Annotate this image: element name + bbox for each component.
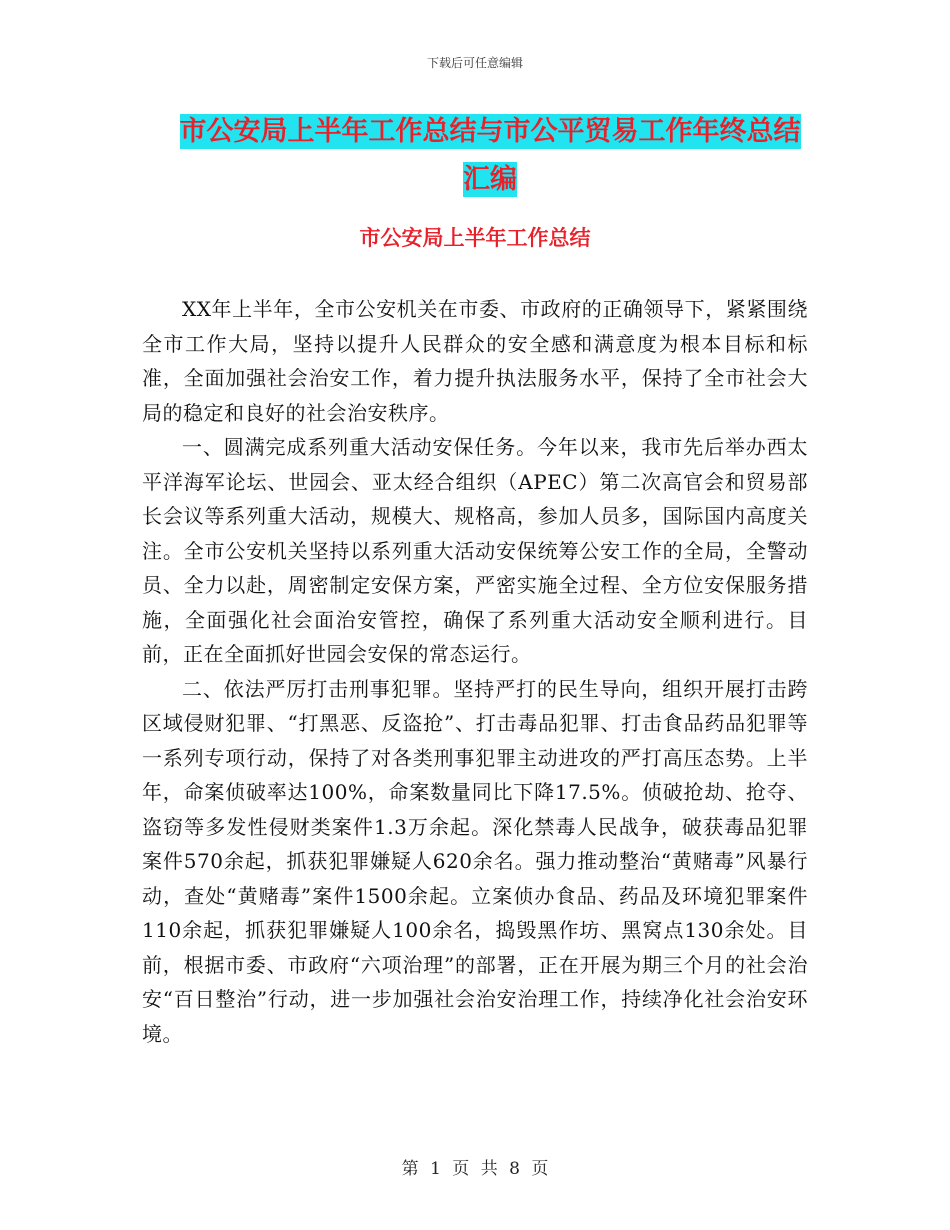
main-title-line-1: 市公安局上半年工作总结与市公平贸易工作年终总结 — [179, 116, 801, 147]
page-number-footer: 第 1 页 共 8 页 — [401, 1159, 549, 1179]
header-note: 下载后可任意编辑 — [426, 56, 523, 70]
document-body — [142, 292, 808, 1051]
paragraph-section-1: 一、圆满完成系列重大活动安保任务。今年以来，我市先后举办西太平洋海军论坛、世园会、亚太经合组织（APEC）第二次高官会和贸易部长会议等系列重大活动，规模大、规格高，参加人员多，国际国内高度关注。全市公安机关坚持以系列重大活动安保统筹公安工作的全局，全警动员、全力以赴，周密制定安保方案，严密实施全过程、全方位安保服务措施，全面强化社会面治安管控，确保了系列重大活动安全顺利进行。目前，正在全面抓好世园会安保的常态运行。 — [142, 435, 808, 666]
paragraph-section-2: 二、依法严厉打击刑事犯罪。坚持严打的民生导向，组织开展打击跨区域侵财犯罪、“打黑恶、反盗抢”、打击毒品犯罪、打击食品药品犯罪等一系列专项行动，保持了对各类刑事犯罪主动进攻的严打高压态势。上半年，命案侦破率达100%，命案数量同比下降17.5%。侦破抢劫、抢夺、盗窃等多发性侵财类案件1.3万余起。深化禁毒人民战争，破获毒品犯罪案件570余起，抓获犯罪嫌疑人620余名。强力推动整治“黄赌毒”风暴行动，查处“黄赌毒”案件1500余起。立案侦办食品、药品及环境犯罪案件110余起，抓获犯罪嫌疑人100余名，捣毁黑作坊、黑窝点130余处。目前，根据市委、市政府“六项治理”的部署，正在开展为期三个月的社会治安“百日整治”行动，进一步加强社会治安治理工作，持续净化社会治安环境。 — [142, 676, 808, 1046]
section-title: 市公安局上半年工作总结 — [359, 226, 591, 250]
main-title — [140, 108, 840, 204]
main-title-line-2: 汇编 — [463, 164, 517, 195]
paragraph-intro: XX年上半年，全市公安机关在市委、市政府的正确领导下，紧紧围绕全市工作大局，坚持以提升人民群众的安全感和满意度为根本目标和标准，全面加强社会治安工作，着力提升执法服务水平，保持了全市社会大局的稳定和良好的社会治安秩序。 — [142, 297, 808, 425]
